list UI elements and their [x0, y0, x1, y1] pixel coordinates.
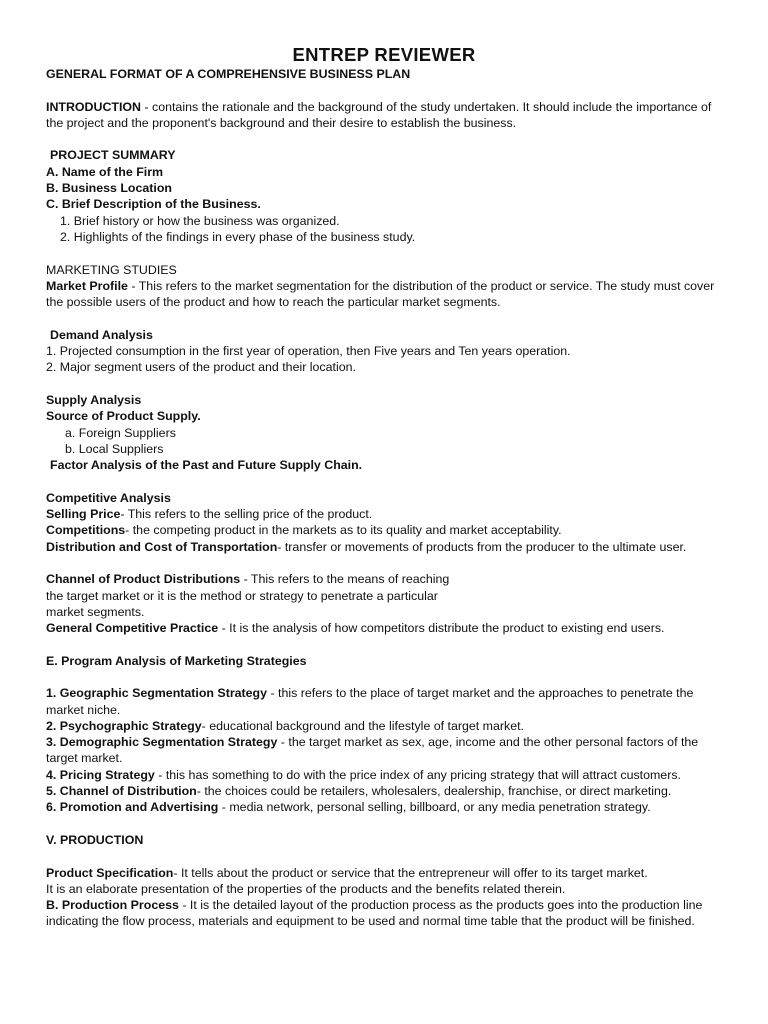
- strategy-item: [46, 685, 726, 718]
- supply-source: Source of Product Supply.: [46, 409, 201, 424]
- strategy-text: - the target market as sex, age, income and the other personal factors of the target market.: [46, 735, 699, 766]
- strategy-text: - this refers to the place of target market and the approaches to penetrate the market niche.: [46, 686, 694, 717]
- market-profile-label: Market Profile: [46, 278, 128, 293]
- strategy-text: - the choices could be retailers, wholesalers, dealership, franchise, or direct marketing.: [196, 784, 672, 799]
- document-body: [46, 66, 726, 930]
- general-practice-line: [46, 620, 726, 636]
- product-spec-text: - It tells about the product or service that the entrepreneur will offer to its target market.: [173, 865, 648, 880]
- strategy-label: 4. Pricing Strategy: [46, 767, 155, 782]
- introduction-text: - contains the rationale and the background of the study undertaken. It should include the importance of the project and the proponent's background and their desire to establish the business.: [46, 99, 712, 130]
- selling-price-line: [46, 506, 726, 522]
- project-summary-item: B. Business Location: [46, 181, 172, 196]
- strategy-item: [46, 783, 726, 799]
- supply-analysis-heading: Supply Analysis: [46, 392, 142, 407]
- strategy-label: 6. Promotion and Advertising: [46, 800, 219, 815]
- strategy-text: - this has something to do with the price index of any pricing strategy that will attract customers.: [154, 767, 681, 782]
- market-profile-paragraph: [46, 278, 726, 311]
- document-title: ENTREP REVIEWER: [292, 44, 476, 65]
- competitions-text: - the competing product in the markets as to its quality and market acceptability.: [125, 523, 562, 538]
- project-summary-heading: PROJECT SUMMARY: [50, 148, 176, 163]
- strategy-label: 1. Geographic Segmentation Strategy: [46, 686, 268, 701]
- strategy-item: [46, 799, 726, 815]
- distribution-label: Distribution and Cost of Transportation: [46, 539, 278, 554]
- channel-label: Channel of Product Distributions: [46, 572, 241, 587]
- supply-item: b. Local Suppliers: [65, 441, 164, 456]
- project-summary-subitem: 2. Highlights of the findings in every phase of the business study.: [60, 229, 416, 244]
- production-heading: V. PRODUCTION: [46, 832, 144, 847]
- product-spec-line: It is an elaborate presentation of the properties of the products and the benefits related therein.: [46, 881, 566, 896]
- product-spec-label: Product Specification: [46, 865, 174, 880]
- introduction-label: INTRODUCTION: [46, 99, 141, 114]
- program-heading: E. Program Analysis of Marketing Strategies: [46, 653, 307, 668]
- channel-text: - This refers to the means of reaching: [240, 572, 450, 587]
- competitions-label: Competitions: [46, 523, 126, 538]
- demand-item: 2. Major segment users of the product and their location.: [46, 360, 356, 375]
- project-summary-item: A. Name of the Firm: [46, 164, 164, 179]
- product-spec-line: [46, 865, 726, 881]
- demand-analysis-heading: Demand Analysis: [50, 327, 153, 342]
- general-practice-text: - It is the analysis of how competitors distribute the product to existing end users.: [218, 621, 665, 636]
- selling-price-text: - This refers to the selling price of the product.: [120, 507, 373, 522]
- competitive-analysis-heading: Competitive Analysis: [46, 490, 171, 505]
- channel-line: market segments.: [46, 604, 145, 619]
- production-process-label: B. Production Process: [46, 898, 179, 913]
- strategy-label: 3. Demographic Segmentation Strategy: [46, 735, 278, 750]
- document-subtitle: GENERAL FORMAT OF A COMPREHENSIVE BUSINESS PLAN: [46, 67, 411, 81]
- strategy-label: 5. Channel of Distribution: [46, 784, 197, 799]
- strategy-text: - media network, personal selling, billboard, or any media penetration strategy.: [218, 800, 651, 815]
- demand-item: 1. Projected consumption in the first year of operation, then Five years and Ten years operation.: [46, 344, 571, 359]
- production-process-text: - It is the detailed layout of the production process as the products goes into the production line indicating the flow process, materials and equipment to be used and normal time table that the product will be finished.: [46, 898, 703, 929]
- distribution-text: - transfer or movements of products from the producer to the ultimate user.: [277, 539, 687, 554]
- strategy-item: [46, 718, 726, 734]
- competitions-line: [46, 522, 726, 538]
- project-summary-subitem: 1. Brief history or how the business was organized.: [60, 213, 340, 228]
- strategy-item: [46, 767, 726, 783]
- channel-line: the target market or it is the method or strategy to penetrate a particular: [46, 588, 438, 603]
- market-profile-text: - This refers to the market segmentation for the distribution of the product or service. The study must cover the possible users of the product and how to reach the particular market segments.: [46, 278, 715, 310]
- channel-line: [46, 571, 726, 587]
- general-practice-label: General Competitive Practice: [46, 621, 219, 636]
- project-summary-item: C. Brief Description of the Business.: [46, 197, 261, 212]
- production-process-paragraph: [46, 897, 726, 930]
- supply-item: a. Foreign Suppliers: [65, 425, 176, 440]
- strategy-label: 2. Psychographic Strategy: [46, 718, 202, 733]
- distribution-line: [46, 539, 726, 555]
- marketing-heading: MARKETING STUDIES: [46, 262, 177, 277]
- selling-price-label: Selling Price: [46, 507, 121, 522]
- strategy-text: - educational background and the lifestyle of target market.: [201, 718, 524, 733]
- introduction-paragraph: [46, 99, 726, 132]
- strategy-item: [46, 734, 726, 767]
- factor-analysis: Factor Analysis of the Past and Future Supply Chain.: [50, 458, 363, 473]
